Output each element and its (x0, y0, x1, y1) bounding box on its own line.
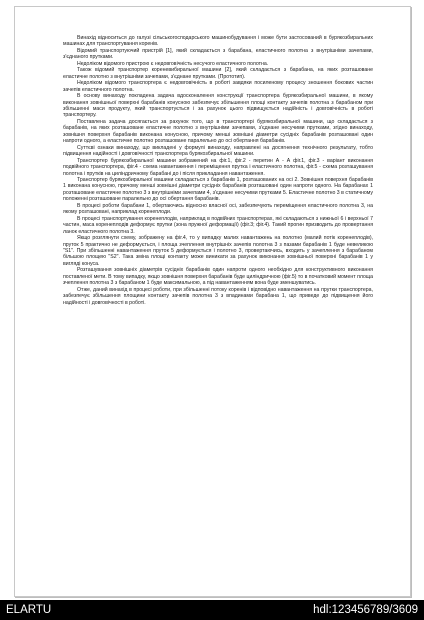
paragraph: Також відомий транспортер кореневибиральної машини [2], який складається з барабана, на яких розташоване еластичне полотно з внутрішніми зачепами, з'єднане прутками. (Прототип). (63, 67, 373, 80)
paragraph: В процесі роботи барабани 1, обертаючись відносно власної осі, забезпечують переміщення еластичного полотна 3, на якому розташовані, наприклад коренеплоди. (63, 202, 373, 216)
paragraph: Розташування зовнішніх діаметрів сусідніх барабанів один напроти одного необхідно для конструктивного виконання поставленої мети. В тому випадку, якщо зовнішня поверхня барабанів буде циліндричною (фіг.5) то в початковий момент площа зчеплення полотна 3 з барабаном 1 буде максимальною, а під навантаженням вона буде зменшуватись. (63, 267, 373, 287)
paragraph: В процесі транспортування коренеплодів, наприклад в подвійних транспортерах, які складаються з нижньої 6 і верхньої 7 частин, маса коренеплодів деформує прутки (зона пружної деформації) (фіг.3; фіг.4). Такий прогин призводить до провертання ланок еластичного полотна 3. (63, 215, 373, 235)
paragraph: Винахід відноситься до галузі сільськогосподарського машинобудування і може бути застосований в бурякозбиральних машинах для транспортування коренів. (63, 35, 373, 48)
paragraph: Якщо розглянути схему, зображену на фіг.4, то у випадку малих навантажень на полотно (малий потік коренеплодів), пруток 5 практично не деформується, і площа зчеплення внутрішніх зачепів полотна 3 з пазами барабанів 1 буде невеликою "S1". При збільшенні навантаження пруток 5 деформується і полотно 3, провертаючись, входить у зачеплення з барабаном більшою площею "S2". Така зміна площі контакту може виникати за рахунок виконання зовнішньої поверхні барабанів 1 у вигляді конуса. (63, 235, 373, 267)
document-page (14, 6, 411, 597)
document-body (63, 35, 373, 306)
paragraph: Транспортер бурякозбиральної машини зображений на фіг.1, фіг.2 - перетин А - А фіг.1, фіг.3 - варіант виконання подвійного транспортера, фіг.4 - схема навантаження і переміщення прутка і еластичного полотна, фіг.5 - схема розташування полотна і прутків на циліндричному барабані до і після прикладання навантаження. (63, 157, 373, 177)
paragraph: Недоліком відомого пристрою є недовговічність несучого еластичного полотна. (77, 60, 269, 67)
paragraph: В основу винаходу покладена задача вдосконалення конструкції транспортера бурякозбиральної машини, в якому виконання зовнішньої поверхні барабанів конусною забезпечує збільшення площі контакту зачепів полотна з барабаном при збільшенні маси продукту, який транспортується і за рахунок цього підвищується надійність і довговічність в роботі транспортеру. (63, 93, 373, 119)
paragraph: Відомий транспортуючий пристрій [1], який складається з барабана, еластичного полотна з внутрішніми зачепами, з'єднаного прутками. (63, 47, 373, 61)
paragraph: Поставлена задача досягається за рахунок того, що в транспортері бурякозбиральної машини, що складається з барабанів, на яких розташоване еластичне полотно з внутрішніми зачепами, з'єднане несучими прутками, згідно винаходу, зовнішня поверхня барабанів виконана конусною, причому менші зовнішні діаметри сусідніх барабанів розташовані один напроти одного, а еластичне полотно розташоване паралельно до осі обертання барабанів. (63, 118, 373, 145)
paragraph: Суттєві ознаки винаходу, що викладені у формулі винаходу, направлені на досягнення технічного результату, тобто підвищення надійності і довговічності транспортера бурякозбиральної машини. (63, 144, 373, 158)
paragraph: Недоліком відомого транспортера є недовговічність в роботі завдяки посиленому процесу зношення бокових частин зачепів еластичного полотна. (63, 80, 373, 93)
repository-name: ELARTU (6, 604, 52, 616)
repository-footer-bar (0, 600, 424, 620)
handle-identifier: hdl:123456789/3609 (313, 604, 418, 616)
paragraph: Транспортер бурякозбиральної машини складається з барабанів 1, розташованих на осі 2. Зовнішня поверхня барабанів 1 виконана конусною, причому менші зовнішні діаметри сусідніх барабанів розташовані один напроти одного. На барабанах 1 розташоване еластичне полотно 3 з внутрішніми зачепами 4, з'єднане несучими прутками 5. Еластичне полотно 3 в статичному положенні розташоване паралельно до осі обертання барабанів. (63, 176, 373, 203)
paragraph: Отже, даний винахід в процесі роботи, при збільшенні потоку коренів і відповідно навантаження на прутки транспортера, забезпечує збільшення площини контакту зачепів полотна 3 з впадинами барабана 1, що приведе до підвищення його надійності і довговічності в роботі. (63, 286, 373, 306)
